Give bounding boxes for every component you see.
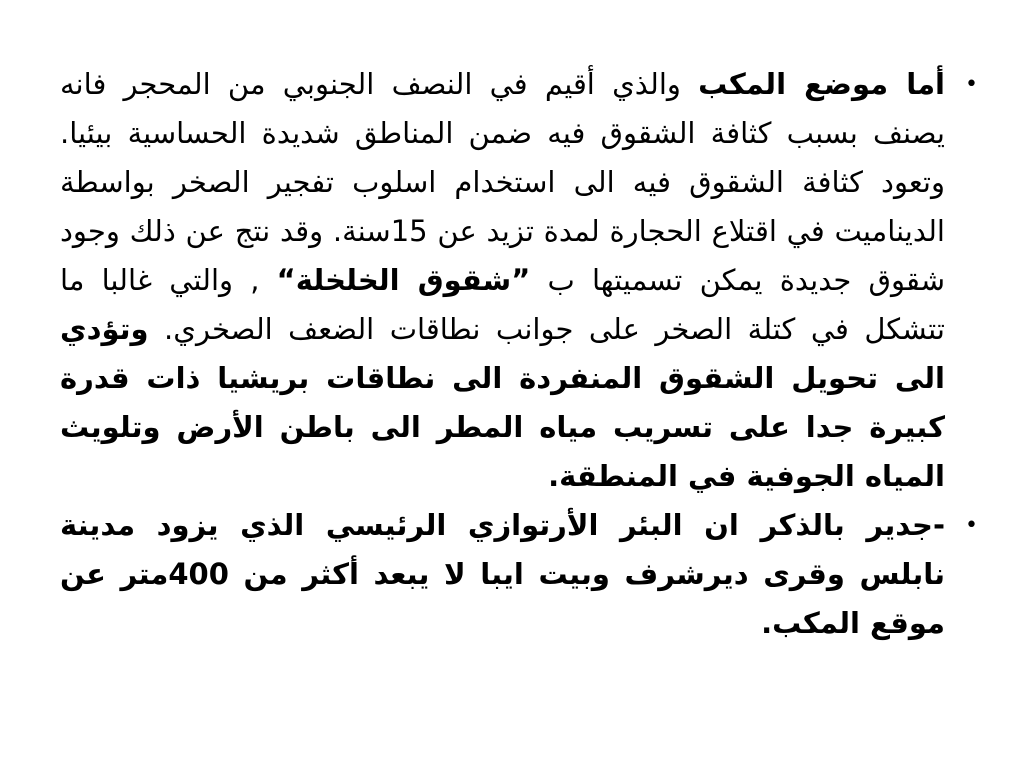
landfill-description-text: والذي أقيم في النصف الجنوبي من المحجر فانه يصنف بسبب كثافة الشقوق فيه ضمن المناطق شديدة الحساسية بيئيا. وتعود كثافة الشقوق فيه الى استخدام اسلوب تفجير الصخر بواسطة الديناميت في اقتلاع الحجارة لمدة تزيد عن 15سنة. وقد نتج عن ذلك وجود شقوق جديدة يمكن تسميتها ب xyxy=(60,67,945,297)
cracks-formation-text: , والتي غالبا ما تتشكل في كتلة الصخر على جوانب نطاقات الضعف الصخري. xyxy=(60,263,945,346)
groundwater-impact-text: وتؤدي الى تحويل الشقوق المنفردة الى نطاقات بريشيا ذات قدرة كبيرة جدا على تسريب مياه المطر الى باطن الأرض وتلويث المياه الجوفية في المنطقة. xyxy=(60,312,945,493)
bullet-icon: • xyxy=(965,72,978,97)
artesian-well-text: -جدير بالذكر ان البئر الأرتوازي الرئيسي الذي يزود مدينة نابلس وقرى ديرشرف وبيت ايبا لا يبعد أكثر من 400متر عن موقع المكب. xyxy=(60,508,945,640)
bullet-icon: • xyxy=(965,513,978,538)
shattering-cracks-term: ”شقوق الخلخلة“ xyxy=(276,263,531,297)
bullet-item-landfill-location xyxy=(60,60,980,501)
bullet-item-artesian-well xyxy=(60,501,980,648)
landfill-location-heading: أما موضع المكب xyxy=(698,67,945,101)
bullet-list xyxy=(60,60,980,648)
slide-body xyxy=(60,60,980,750)
